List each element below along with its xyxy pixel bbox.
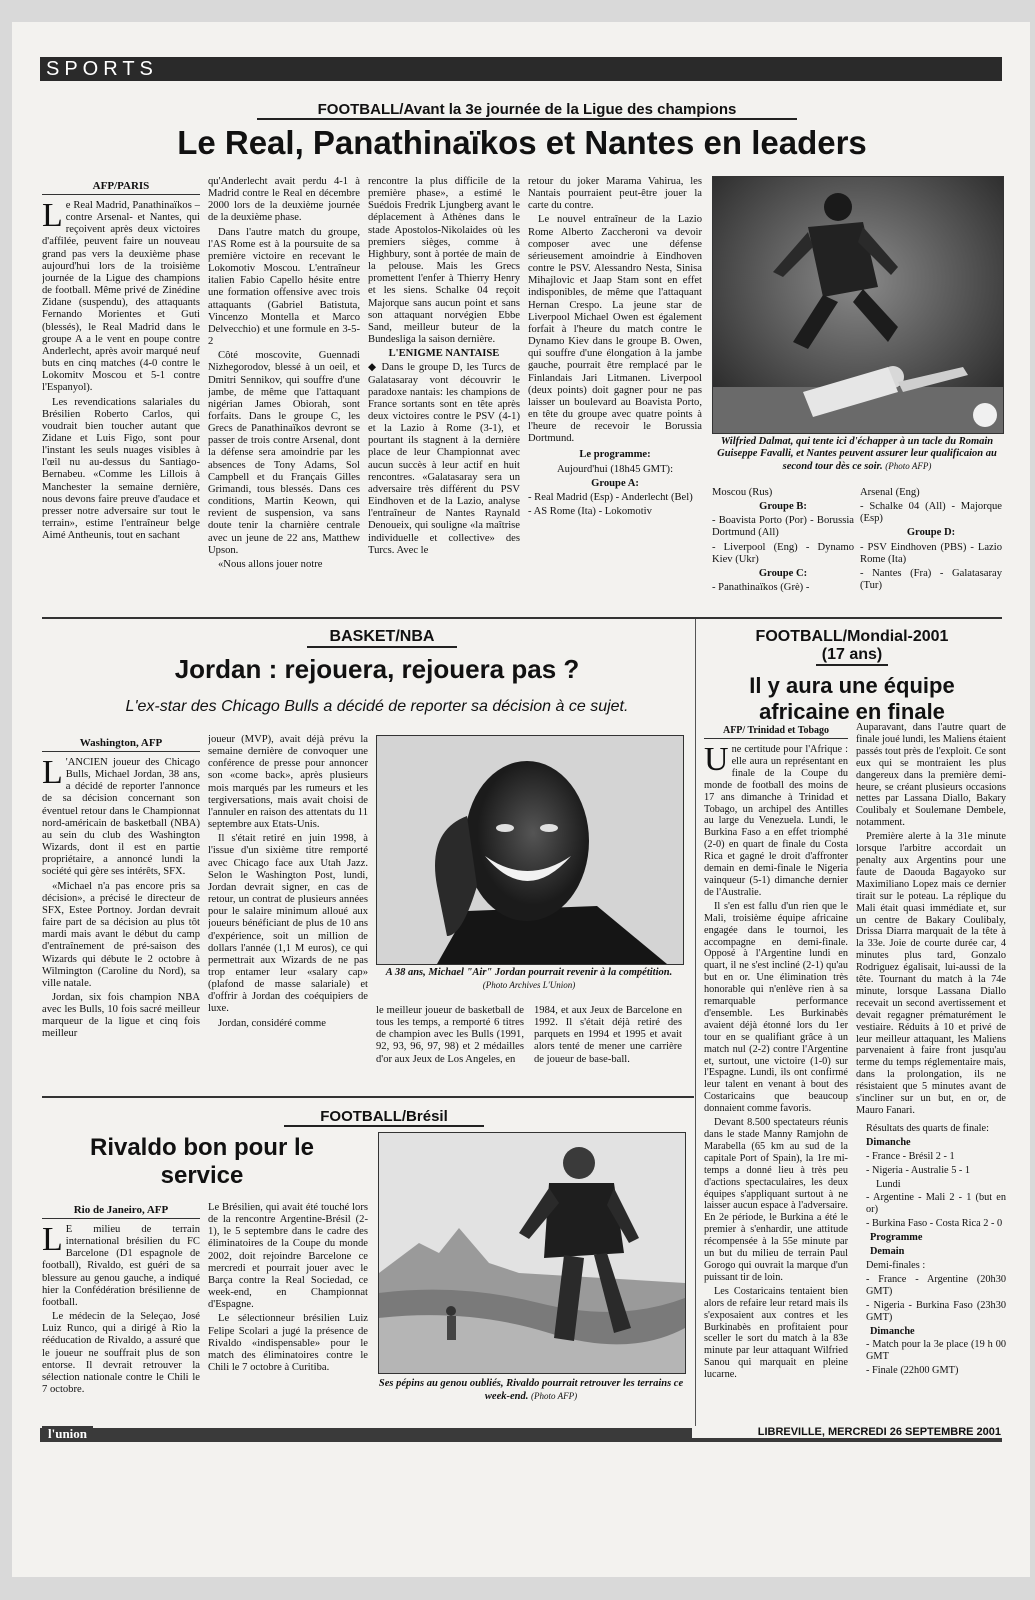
article1-subhead: L'ENIGME NANTAISE	[388, 348, 500, 360]
rivaldo-image	[379, 1133, 685, 1373]
paragraph: qu'Anderlecht avait perdu 4-1 à Madrid contre le Real en décembre 2000 lors de la deuxième journée de la deuxième phase.	[208, 176, 360, 224]
article1-programme-col2	[860, 487, 1002, 611]
section-title: SPORTS	[46, 58, 158, 80]
paragraph: Côté moscovite, Guennadi Nizhegorodov, blessé à un oeil, et Dmitri Sennikov, qui souffre d'une jambe, de même que l'attaquant nigérian James Obiorah, sont forfaits. Dans le groupe C, les Grecs de Panathinaïkos devront se passer de trois contre Arsenal, dont la défense sera amoindrie par les absences de Tony Adams, Sol Campbell et du Français Gilles Grimandi, tous blessés. Dans ces conditions, Martin Keown, qui revient de suspension, va sans doute tenir la charnière centrale avec un jeune de 22 ans, Matthew Upson.	[208, 350, 360, 556]
paragraph: Première alerte à la 31e minute lorsque l'arbitre accordait un penalty aux Argentins pour une faute de Daouda Bagayoko sur Maximiliano Lopez mais ce dernier tirait sur le poteau. La réplique du Mali était quasi immédiate et, sur un centre de Bakary Coulibaly, Drissa Diarra marquait de la tête à la 33e. Joie de courte durée car, 4 minutes plus tard, Gonzalo Rodriguez égalisait, lui-aussi de la tête. Tournant du match à la 74e minute, lorsque Lassana Diallo recevait un second avertissement et devait regagner prématurément le vestiaire. Réduits à 10 et privé de leur meilleur attaquant, les Maliens parvenaient à faire front jusqu'au terme du temps réglementaire mais, dans la prolongation, ils ne résistaient que 5 minutes avant de s'incliner sur un but, en or, de Mauro Fanari.	[856, 831, 1006, 1116]
paragraph: «Nous allons jouer notre	[218, 558, 323, 570]
list-item: - AS Rome (Ita) - Lokomotiv	[528, 506, 652, 518]
article4-headline: Rivaldo bon pour le service	[89, 1134, 314, 1189]
caption-text: Ses pépins au genou oubliés, Rivaldo pourrait retrouver les terrains ce week-end.	[378, 1378, 684, 1402]
paragraph: ne certitude pour l'Afrique : elle aura un représentant en finale de la Coupe du monde de football des moins de 17 ans dimanche à Trinidad et Tobago, un archipel des Antilles au large du Venezuela. Lundi, le Burkina Faso a en effet triomphé (2-0) en quart de finale du Costa Rica et gagné le droit d'affronter demain en demi-finale le Nigeria vainqueur (5-1) dimanche dernier de l'Australie.	[704, 744, 848, 898]
article1-kicker	[257, 101, 797, 120]
list-item: - France - Argentine (20h30 GMT)	[866, 1273, 1006, 1297]
footer-dateline: LIBREVILLE, MERCREDI 26 SEPTEMBRE 2001	[692, 1426, 1005, 1438]
paragraph: Les revendications salariales du Brésilien Roberto Carlos, qui voudrait bien toucher autant que Zidane et Luis Figo, sont pour l'instant les seuls nuages visibles à l'œil nu au-dessus du Santiago-Bernabeu. «Comme les Lillois à Manchester la semaine dernière, nous devons faire preuve d'audace et presser notre adversaire sur tout le terrain», estime l'entraîneur belge Aimé Antheunis, tout en sachant	[42, 396, 200, 542]
list-item: Moscou (Rus)	[712, 487, 773, 498]
paragraph: Le sélectionneur brésilien Luiz Felipe Scolari a jugé la présence de Rivaldo «indispensable» pour le match des éliminatoires contre le Chili le 7 octobre à Curitiba.	[208, 1313, 368, 1374]
list-item: - Burkina Faso - Costa Rica 2 - 0	[866, 1218, 1003, 1230]
divider-vertical	[695, 619, 696, 1426]
programme-day: Demain	[870, 1246, 905, 1258]
paragraph: Auparavant, dans l'autre quart de finale joué lundi, les Maliens étaient passés tout près de l'exploit. Ce sont eux qui se montraient les plus dangereux dans la première demi-heure, se créant plusieurs occasions nettes par Lassana Diallo, Bakary Coulibaly et Soulemane Dembele, notamment.	[856, 722, 1006, 829]
article1-caption	[712, 436, 1002, 473]
caption-credit: (Photo Archives L'Union)	[482, 980, 576, 990]
article2-kicker: BASKET/NBA	[307, 628, 457, 648]
paragraph: Le Brésilien, qui avait été touché lors de la rencontre Argentine-Brésil (2-1), le 5 septembre dans le cadre des éliminatoires de la Coupe du monde 2002, doit rejoindre Barcelone ce mercredi et pourrait jouer avec le Barça contre la Real Sociedad, ce week-end, en Championnat d'Espagne.	[208, 1202, 368, 1311]
paragraph: e Real Madrid, Panathinaïkos –contre Arsenal- et Nantes, qui reçoivent après deux victoires d'affilée, peuvent faire un nouveau grand pas vers la deuxième phase aujourd'hui lors de la troisième journée de la Ligue des champions de football. Même privé de Zinédine Zidane (suspendu), des attaquants Fernando Morientes et Guti (blessés), le Real Madrid dans le groupe A a le vent en poupe contre Anderlecht, après avoir marqué neuf buts en cinq matches (4-0 contre le Lokomitv Moscou et 5-1 contre l'Espanyol).	[42, 200, 200, 394]
article2-col1	[42, 757, 200, 1091]
article3-kicker-line2: (17 ans)	[816, 646, 888, 666]
programme-subtitle: Aujourd'hui (18h45 GMT):	[556, 463, 674, 475]
caption-text: A 38 ans, Michael "Air" Jordan pourrait revenir à la compétition.	[385, 967, 673, 978]
paragraph: Il s'était retiré en juin 1998, à l'issue d'un sixième titre remporté avec Chicago face aux Utah Jazz. Selon le Washington Post, lundi, Jordan devrait signer, en cas de retour, un contrat de plusieurs années pour le salaire minimum alloué aux joueurs bénéficiant de plus de 10 ans d'expérience, soit un million de dollars l'année (1,1 M euros), ce qui permettrait aux Wizards de ne pas trop entamer leur «salary cap» (plafond de masse salariale) et d'offrir à Jordan des coéquipiers de luxe.	[208, 833, 368, 1015]
article1-kicker-text: FOOTBALL/Avant la 3e journée de la Ligue des champions	[317, 101, 737, 118]
list-item: - France - Brésil 2 - 1	[866, 1150, 955, 1162]
list-item: - Argentine - Mali 2 - 1 (but en or)	[866, 1192, 1006, 1216]
paragraph: E milieu de terrain international brésilien du FC Barcelone (D1 espagnole de football), Rivaldo, est guéri de sa blessure au genou gauche, a indiqué hier la Confédération brésilienne de football.	[42, 1224, 200, 1308]
paragraph: ◆ Dans le groupe D, les Turcs de Galatasaray vont découvrir le paradoxe nantais: les champions de France sortants sont en tête après deux victoires contre le PSV (4-1) et la Lazio à Rome (3-1), et pourtant ils stagnent à la dernière place de leur Championnat avec aucun succès à leur actif en huit rencontres. «Galatasaray sera un adversaire très différent du PSV Eindhoven et de la Lazio, analyse l'entraîneur de Nantes Raynald Denoueix, qui souligne «la maîtrise individuelle et collective» des Turcs. Avec le	[368, 362, 520, 556]
article2-dropcap: L	[42, 757, 63, 791]
list-item: - Nigeria - Burkina Faso (23h30 GMT)	[866, 1299, 1006, 1323]
caption-credit: (Photo AFP)	[885, 461, 932, 471]
programme-title: Le programme:	[579, 449, 651, 461]
group-a-title: Groupe A:	[591, 477, 639, 489]
list-item: - Nigeria - Australie 5 - 1	[866, 1164, 971, 1176]
caption-text: Wilfried Dalmat, qui tente ici d'échapper à un tacle du Romain Guiseppe Favalli, et Nantes peuvent assurer leur qualificaion au second tour dès ce soir.	[717, 436, 997, 472]
article3-kicker	[707, 628, 997, 666]
article4-caption	[378, 1378, 684, 1403]
group-c-title: Groupe C:	[758, 567, 808, 579]
article1-col4	[528, 176, 702, 610]
divider-middle	[42, 1096, 694, 1098]
list-item: - Match pour la 3e place (19 h 00 GMT	[866, 1339, 1006, 1363]
michael-jordan-image	[377, 736, 683, 964]
photo-michael-jordan	[376, 735, 684, 965]
paragraph: Jordan, considéré comme	[218, 1017, 326, 1029]
article4-col2	[208, 1202, 368, 1422]
list-item: Demi-finales :	[866, 1259, 926, 1271]
paragraph: Dans l'autre match du groupe, l'AS Rome est à la poursuite de sa première victoire en recevant le Lokomotiv Moscou. L'entraîneur italien Fabio Capello hésite entre une formation offensive avec trois attaquants (Gabriel Batistuta, Vincenzo Montella et Marco Delvecchio) et une formule en 3-5-2	[208, 226, 360, 348]
list-item: - Panathinaïkos (Grè) -	[712, 582, 810, 594]
article3-byline: AFP/ Trinidad et Tobago	[704, 725, 848, 739]
paragraph: Il s'en est fallu d'un rien que le Mali, troisième équipe africaine engagée dans le tournoi, les accompagne en demi-finale. Opposé à l'Argentine lundi en quart, il ne s'est incliné (2-1) qu'au but en or. Une élimination très honorable qui n'enlève rien à sa remarquable performance d'ensemble. Les Burkinabès avaient déjà étonné lors du 1er tour en se qualifiant grâce à un match nul (2-2) contre l'Argentine et, surtout, une victoire (1-0) sur l'Espagne. Lundi, ils ont confirmé leur talent en venant à bout des Costaricains que beaucoup donnaient comme favoris.	[704, 900, 848, 1115]
newspaper-page	[12, 22, 1030, 1577]
article2-col4	[534, 1005, 682, 1091]
article2-headline: Jordan : rejouera, rejouera pas ?	[174, 654, 580, 684]
article1-col1	[42, 200, 200, 610]
article2-byline: Washington, AFP	[42, 737, 200, 752]
paragraph: «Michael n'a pas encore pris sa décision», a précisé le directeur de SFX, Estee Portnoy. Jordan devrait faire part de sa décision au plus tôt mardi mais avant le début du camp d'entraînement de pré-saison des Wizards qui débute le 2 octobre à Wilmington (Caroline du Nord), sa ville natale.	[42, 880, 200, 989]
article3-dropcap: U	[704, 744, 729, 778]
programme-day2: Dimanche	[870, 1325, 915, 1337]
paragraph: retour du joker Marama Vahirua, les Nantais pourraient peut-être jouer la carte du contre.	[528, 176, 702, 212]
paragraph: Résultats des quarts de finale:	[866, 1122, 989, 1134]
results-day: Dimanche	[866, 1136, 911, 1148]
paragraph: rencontre la plus difficile de la première phase», a estimé le Suédois Fredrik Ljungberg avant le déplacement à Athènes dans le stade Apostolos-Nikolaides où les premiers sièges, comme à Highbury, sont à portée de main de la pelouse. Mais les Grecs promettent l'enfer à Thierry Henry et les siens. Schalke 04 reçoit Majorque sans aucun point et sans son attaquant norvégien Ebbe Sand, meilleur buteur de la Bundesliga la saison dernière.	[368, 176, 520, 346]
football-tackle-image	[713, 177, 1003, 433]
programme-title: Programme	[870, 1232, 923, 1244]
paragraph: Les Costaricains tentaient bien alors de refaire leur retard mais ils s'exposaient aux contres et les Burkinabès en profitaient pour sceller le sort du match à la 83e minute par leur attaquant Wilfried Sanou qui marquait en pleine lucarne.	[704, 1285, 848, 1381]
list-item: - Finale (22h00 GMT)	[866, 1365, 959, 1377]
article2-caption	[376, 967, 682, 992]
photo-rivaldo-running	[378, 1132, 686, 1374]
caption-credit: (Photo AFP)	[531, 1391, 578, 1401]
section-bar	[40, 57, 1002, 81]
article3-kicker-line1: FOOTBALL/Mondial-2001	[755, 628, 949, 645]
article1-byline: AFP/PARIS	[42, 180, 200, 195]
paragraph: joueur (MVP), avait déjà prévu la semaine dernière de convoquer une conférence de presse pour annoncer son «come back», après plusieurs mois marqués par les rumeurs et les tergiversations, mais avait choisi de l'annuler en raison des attentats du 11 septembre aux Etats-Unis.	[208, 734, 368, 831]
article1-col3	[368, 176, 520, 610]
group-b-title: Groupe B:	[759, 501, 807, 513]
paragraph: Le médecin de la Seleçao, José Luiz Runco, qui a dirigé à Rio la rééducation de Rivaldo, a assuré que le joueur ne souffrait plus de son entorse. Il devrait retrouver la sélection nationale contre le Chili le 7 octobre.	[42, 1311, 200, 1396]
paragraph: 'ANCIEN joueur des Chicago Bulls, Michael Jordan, 38 ans, a décidé de reporter l'annonce de sa décision concernant son éventuel retour dans le Championnat nord-américain de basketball (NBA) au sein du club des Washington Wizards, dont il est en partie propriétaire, a annoncé lundi la société qui gère ses intérêts, SFX.	[42, 757, 200, 878]
quarter-final-results	[856, 1137, 1006, 1377]
article2-col3	[376, 1005, 524, 1091]
footer-logo: l'union	[42, 1426, 93, 1442]
article3-col2	[856, 722, 1006, 1426]
article1-programme-col1	[712, 487, 854, 611]
article4-dropcap: L	[42, 1224, 63, 1258]
list-item: - Real Madrid (Esp) - Anderlecht (Bel)	[528, 491, 693, 503]
article3-headline: Il y aura une équipe africaine en finale	[749, 673, 955, 724]
list-item: - Schalke 04 (All) - Majorque (Esp)	[860, 501, 1002, 525]
article2-col2	[208, 734, 368, 1091]
article2-deck: L'ex-star des Chicago Bulls a décidé de reporter sa décision à ce sujet.	[125, 698, 629, 715]
paragraph: Devant 8.500 spectateurs réunis dans le stade Manny Ramjohn de Marabella (65 km au sud de la capitale Port of Spain), la 1re mi-temps a donné lieu à très peu d'actions spectaculaires, les deux équipes s'appliquant surtout à ne laisser aucun espace à l'adversaire. En 2e période, le Burkina a été le premier à s'enhardir, une attitude récompensée à la 55e minute par un but du milieu de terrain Paul Gorogo qui ouvrait la marque d'un puissant tir de loin.	[704, 1117, 848, 1283]
article4-byline: Rio de Janeiro, AFP	[42, 1204, 200, 1219]
paragraph: 1984, et aux Jeux de Barcelone en 1992. Il s'était déjà retiré des parquets en 1994 et 1995 et avait alors tenté de mener une carrière de joueur de base-ball.	[534, 1005, 682, 1065]
list-item: - Nantes (Fra) - Galatasaray (Tur)	[860, 567, 1002, 592]
list-item: - PSV Eindhoven (PBS) - Lazio Rome (Ita)	[860, 541, 1002, 565]
paragraph: le meilleur joueur de basketball de tous les temps, a remporté 6 titres de champion avec les Bulls (1991, 92, 93, 96, 97, 98) et 2 médailles d'or aux Jeux de Los Angeles, en	[376, 1005, 524, 1065]
divider-top	[42, 617, 1002, 619]
paragraph: Jordan, six fois champion NBA avec les Bulls, 10 fois sacré meilleur marqueur de la ligue et cinq fois meilleur	[42, 991, 200, 1040]
article4-kicker: FOOTBALL/Brésil	[284, 1108, 484, 1127]
article1-col2	[208, 176, 360, 610]
group-d-title: Groupe D:	[906, 527, 956, 539]
list-item: Arsenal (Eng)	[860, 487, 920, 498]
article3-col1	[704, 744, 848, 1426]
paragraph: Le nouvel entraîneur de la Lazio Rome Alberto Zaccheroni va devoir composer avec une défense sérieusement amoindrie à Eindhoven contre le PSV. Alessandro Nesta, Sinisa Mihajlovic et Jaap Stam sont en effet indisponibles, de même que l'attaquant Hernan Crespo. La jeune star de Liverpool Michael Owen est également forfait à l'heure du match contre le Dynamo Kiev dans le groupe B. Owen, qui souffre d'une élongation à la jambe gauche, pourrait être remplacé par le Finlandais Jari Litmanen. Liverpool (deux points) doit gagner pour ne pas laisser un boulevard au Boavista Porto, en tête du groupe avec quatre points à l'heure de recevoir le Borussia Dortmund.	[528, 214, 702, 445]
list-item: - Boavista Porto (Por) - Borussia Dortmund (All)	[712, 515, 854, 539]
article1-headline: Le Real, Panathinaïkos et Nantes en leaders	[177, 124, 867, 161]
article1-dropcap: L	[42, 200, 63, 234]
list-item: Lundi	[876, 1178, 901, 1190]
photo-football-tackle	[712, 176, 1004, 434]
article4-col1	[42, 1224, 200, 1422]
list-item: - Liverpool (Eng) - Dynamo Kiev (Ukr)	[712, 541, 854, 565]
